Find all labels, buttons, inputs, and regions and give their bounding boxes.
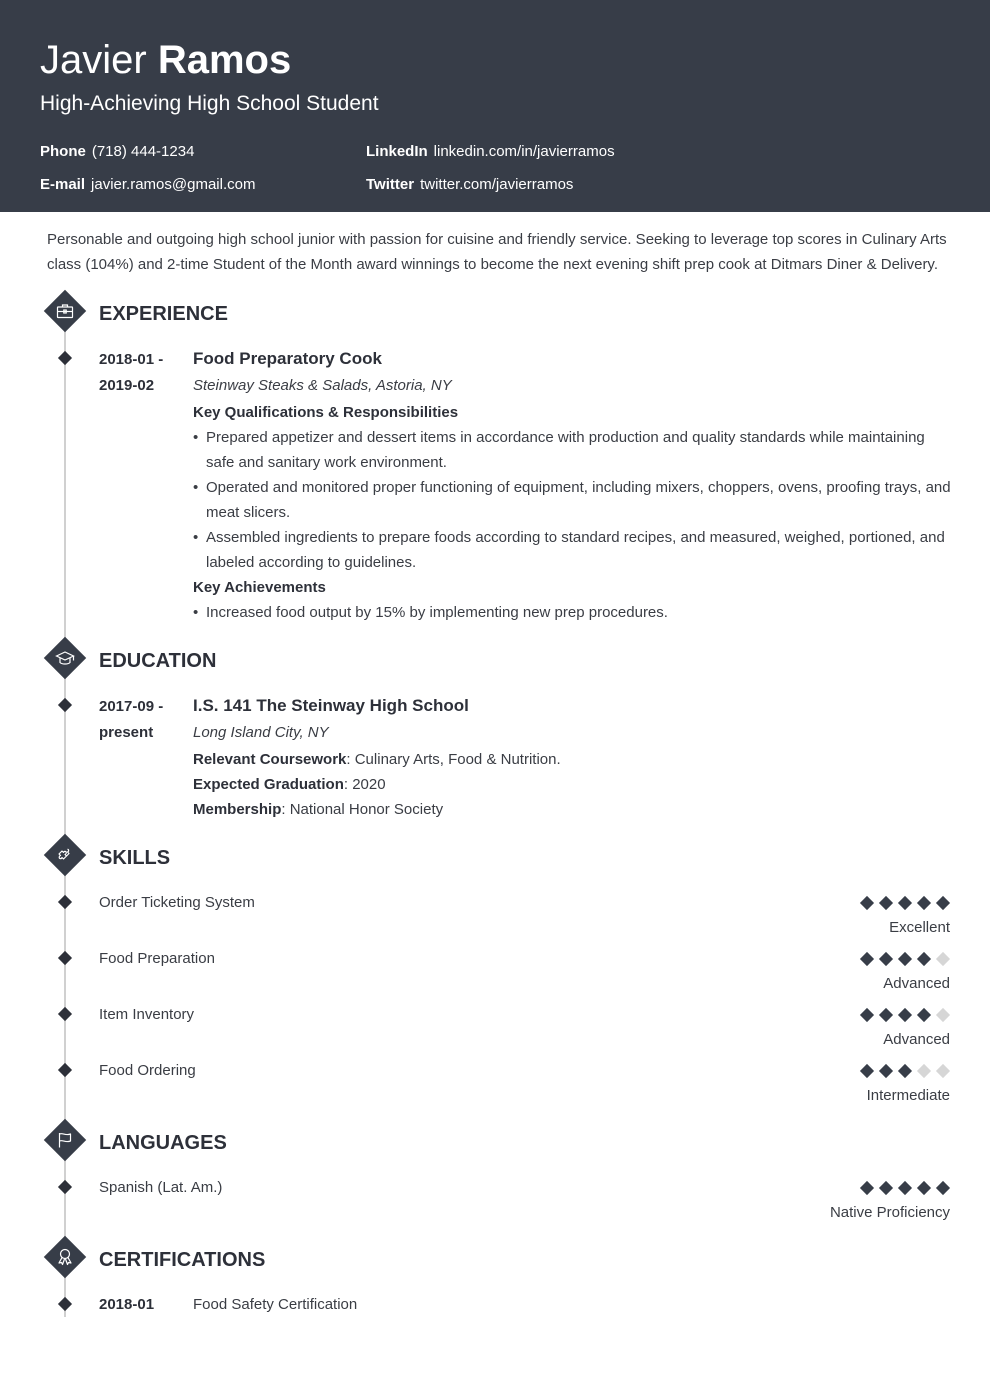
twitter-label: Twitter (366, 176, 415, 193)
timeline-marker (58, 698, 72, 712)
first-name: Javier (40, 38, 147, 82)
coursework-label: Relevant Coursework (193, 751, 347, 768)
date-start: 2017-09 - (99, 698, 164, 715)
rating-diamond-filled (879, 1064, 893, 1078)
education-date (99, 694, 189, 746)
skill-rating (860, 1008, 950, 1050)
list-item: • Assembled ingredients to prepare foods according to standard recipes, and measured, weighed, portioned, and labeled according to guidelines. (193, 525, 953, 575)
languages-section-icon (44, 1119, 86, 1161)
summary-text: Personable and outgoing high school junior with passion for cuisine and friendly service. Seeking to leverage top scores in Culinary Arts class (104%) and 2-time Student of the Month award winnings to become the next evening shift prep cook at Ditmars Diner & Delivery. (47, 231, 947, 273)
language-name: Spanish (Lat. Am.) (99, 1179, 223, 1196)
certification-name: Food Safety Certification (193, 1296, 358, 1313)
language-rating (830, 1181, 950, 1223)
last-name: Ramos (157, 38, 292, 82)
membership-value: : National Honor Society (281, 801, 444, 818)
rating-diamond-filled (917, 896, 931, 910)
phone-value: (718) 444-1234 (91, 143, 195, 160)
certifications-section-icon (44, 1236, 86, 1278)
timeline-marker (58, 1180, 72, 1194)
job-title: Food Preparatory Cook (193, 349, 382, 368)
rating-diamond-filled (860, 952, 874, 966)
award-ribbon-icon (55, 1247, 75, 1267)
skill-level: Intermediate (866, 1087, 950, 1104)
school-name: I.S. 141 The Steinway High School (193, 696, 469, 715)
briefcase-icon (55, 301, 75, 321)
rating-diamond-filled (860, 1064, 874, 1078)
coursework-value: : Culinary Arts, Food & Nutrition. (346, 751, 561, 768)
twitter-value[interactable]: twitter.com/javierramos (420, 176, 574, 193)
timeline-marker (58, 351, 72, 365)
rating-diamonds (860, 896, 950, 910)
certification-date: 2018-01 (99, 1296, 155, 1313)
rating-diamond-filled (879, 952, 893, 966)
rating-diamond-filled (860, 1181, 874, 1195)
skills-heading: SKILLS (99, 847, 171, 869)
experience-entry (193, 346, 953, 625)
graduation-line (193, 772, 953, 797)
membership-label: Membership (193, 801, 282, 818)
skill-rating (860, 896, 950, 938)
achievements-heading: Key Achievements (193, 579, 326, 596)
education-heading: EDUCATION (99, 650, 217, 672)
rating-diamond-filled (879, 1181, 893, 1195)
rating-diamonds (830, 1181, 950, 1195)
rating-diamond-filled (898, 1064, 912, 1078)
date-end: present (99, 724, 154, 741)
skill-level: Advanced (883, 975, 950, 992)
rating-diamond-filled (860, 1008, 874, 1022)
rating-diamonds (860, 1064, 950, 1078)
graduation-cap-icon (55, 648, 75, 668)
contact-phone (40, 142, 194, 162)
rating-diamond-filled (917, 1008, 931, 1022)
linkedin-value[interactable]: linkedin.com/in/javierramos (433, 143, 615, 160)
rating-diamond-filled (917, 952, 931, 966)
experience-heading: EXPERIENCE (99, 303, 228, 325)
rating-diamond-filled (936, 896, 950, 910)
timeline-marker (58, 895, 72, 909)
rating-diamond-filled (879, 1008, 893, 1022)
email-label: E-mail (40, 176, 86, 193)
candidate-name (40, 36, 291, 84)
experience-date (99, 347, 189, 399)
experience-section-icon (44, 290, 86, 332)
skill-level: Advanced (883, 1031, 950, 1048)
skills-section-icon (44, 834, 86, 876)
education-section-icon (44, 637, 86, 679)
skill-rating (860, 952, 950, 994)
responsibilities-list (193, 425, 953, 575)
skill-level: Excellent (889, 919, 950, 936)
rating-diamond-filled (917, 1181, 931, 1195)
puzzle-icon (55, 845, 75, 865)
membership-line (193, 797, 953, 822)
candidate-title: High-Achieving High School Student (40, 92, 379, 115)
skill-name: Food Preparation (99, 950, 215, 967)
list-item: • Increased food output by 15% by implementing new prep procedures. (193, 600, 953, 625)
skill-name: Order Ticketing System (99, 894, 255, 911)
timeline-line (64, 320, 66, 1317)
rating-diamond-filled (936, 1181, 950, 1195)
contact-twitter (366, 175, 573, 195)
rating-diamond-filled (898, 952, 912, 966)
graduation-value: : 2020 (343, 776, 386, 793)
rating-diamonds (860, 1008, 950, 1022)
list-item: • Prepared appetizer and dessert items in accordance with production and quality standards while maintaining safe and sanitary work environment. (193, 425, 953, 475)
rating-diamond-empty (917, 1064, 931, 1078)
education-entry (193, 693, 953, 822)
flag-icon (55, 1130, 75, 1150)
rating-diamond-empty (936, 1008, 950, 1022)
email-value[interactable]: javier.ramos@gmail.com (91, 176, 256, 193)
list-item: • Operated and monitored proper functioning of equipment, including mixers, choppers, ovens, proofing trays, and meat slicers. (193, 475, 953, 525)
skill-rating (860, 1064, 950, 1106)
certifications-heading: CERTIFICATIONS (99, 1249, 266, 1271)
rating-diamonds (860, 952, 950, 966)
skill-name: Item Inventory (99, 1006, 195, 1023)
rating-diamond-filled (898, 1008, 912, 1022)
rating-diamond-filled (860, 896, 874, 910)
resume-header (0, 0, 990, 212)
rating-diamond-filled (898, 1181, 912, 1195)
graduation-label: Expected Graduation (193, 776, 344, 793)
timeline-marker (58, 1297, 72, 1311)
company-name: Steinway Steaks & Salads, Astoria, NY (193, 377, 452, 394)
rating-diamond-filled (898, 896, 912, 910)
date-end: 2019-02 (99, 377, 155, 394)
phone-label: Phone (40, 143, 86, 160)
school-location: Long Island City, NY (193, 724, 329, 741)
timeline-marker (58, 1007, 72, 1021)
timeline-marker (58, 951, 72, 965)
timeline-marker (58, 1063, 72, 1077)
rating-diamond-filled (879, 896, 893, 910)
skill-name: Food Ordering (99, 1062, 196, 1079)
date-start: 2018-01 - (99, 351, 164, 368)
rating-diamond-empty (936, 952, 950, 966)
achievements-list (193, 600, 953, 625)
contact-email (40, 175, 255, 195)
rating-diamond-empty (936, 1064, 950, 1078)
contact-linkedin (366, 142, 615, 162)
coursework-line (193, 747, 953, 772)
language-level: Native Proficiency (829, 1204, 950, 1221)
linkedin-label: LinkedIn (366, 143, 428, 160)
languages-heading: LANGUAGES (99, 1132, 227, 1154)
responsibilities-heading: Key Qualifications & Responsibilities (193, 404, 459, 421)
